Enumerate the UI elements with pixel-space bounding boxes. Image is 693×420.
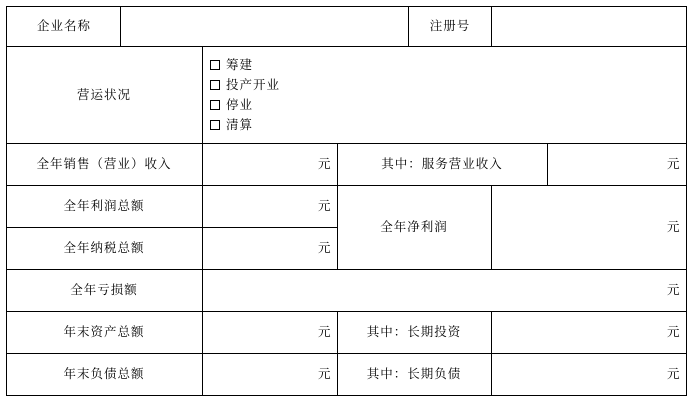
loss-field[interactable] — [203, 270, 686, 311]
status-label: 营运状况 — [76, 87, 132, 102]
checkbox-icon — [210, 80, 220, 90]
long-term-debt-unit: 元 — [667, 366, 681, 381]
status-option-label: 停业 — [226, 97, 254, 112]
total-profit-label: 全年利润总额 — [63, 198, 145, 213]
reg-no-field[interactable] — [492, 7, 686, 46]
service-income-unit: 元 — [667, 156, 681, 171]
total-assets-field[interactable] — [203, 312, 337, 353]
company-name-field[interactable] — [121, 7, 408, 46]
total-profit-field[interactable] — [203, 186, 337, 227]
status-option-label: 投产开业 — [226, 77, 281, 92]
status-option-liquidation[interactable] — [210, 117, 253, 133]
sales-label: 全年销售（营业）收入 — [36, 156, 172, 171]
status-option-planning[interactable] — [210, 57, 253, 73]
net-profit-label: 全年净利润 — [380, 219, 448, 234]
total-assets-unit: 元 — [318, 324, 332, 339]
total-assets-label: 年末资产总额 — [63, 324, 145, 339]
net-profit-unit: 元 — [667, 219, 681, 234]
total-liabilities-label: 年末负债总额 — [63, 366, 145, 381]
long-term-debt-label: 其中：长期负债 — [366, 366, 462, 381]
reg-no-label: 注册号 — [429, 18, 471, 33]
col-divider — [337, 143, 338, 269]
total-liabilities-unit: 元 — [318, 366, 332, 381]
service-income-label: 其中：服务营业收入 — [381, 156, 503, 171]
sales-unit: 元 — [318, 156, 332, 171]
long-term-debt-field[interactable] — [492, 354, 686, 395]
checkbox-icon — [210, 100, 220, 110]
col-divider — [337, 311, 338, 396]
border-bottom — [6, 395, 687, 396]
tax-total-unit: 元 — [318, 240, 332, 255]
total-liabilities-field[interactable] — [203, 354, 337, 395]
status-option-label: 清算 — [226, 117, 254, 132]
net-profit-field[interactable] — [492, 186, 686, 269]
long-term-invest-field[interactable] — [492, 312, 686, 353]
status-option-label: 筹建 — [226, 57, 254, 72]
border-left — [6, 6, 7, 396]
status-option-suspended[interactable] — [210, 97, 253, 113]
total-profit-unit: 元 — [318, 198, 332, 213]
checkbox-icon — [210, 120, 220, 130]
long-term-invest-label: 其中：长期投资 — [366, 324, 462, 339]
col-divider — [408, 6, 409, 46]
service-income-field[interactable] — [548, 144, 686, 185]
checkbox-icon — [210, 60, 220, 70]
loss-label: 全年亏损额 — [70, 282, 138, 297]
company-name-label: 企业名称 — [36, 18, 92, 33]
tax-total-field[interactable] — [203, 228, 337, 269]
row-divider — [6, 46, 687, 47]
tax-total-label: 全年纳税总额 — [63, 240, 145, 255]
status-option-operating[interactable] — [210, 77, 280, 93]
long-term-invest-unit: 元 — [667, 324, 681, 339]
loss-unit: 元 — [667, 282, 681, 297]
sales-field[interactable] — [203, 144, 337, 185]
border-right — [686, 6, 687, 396]
